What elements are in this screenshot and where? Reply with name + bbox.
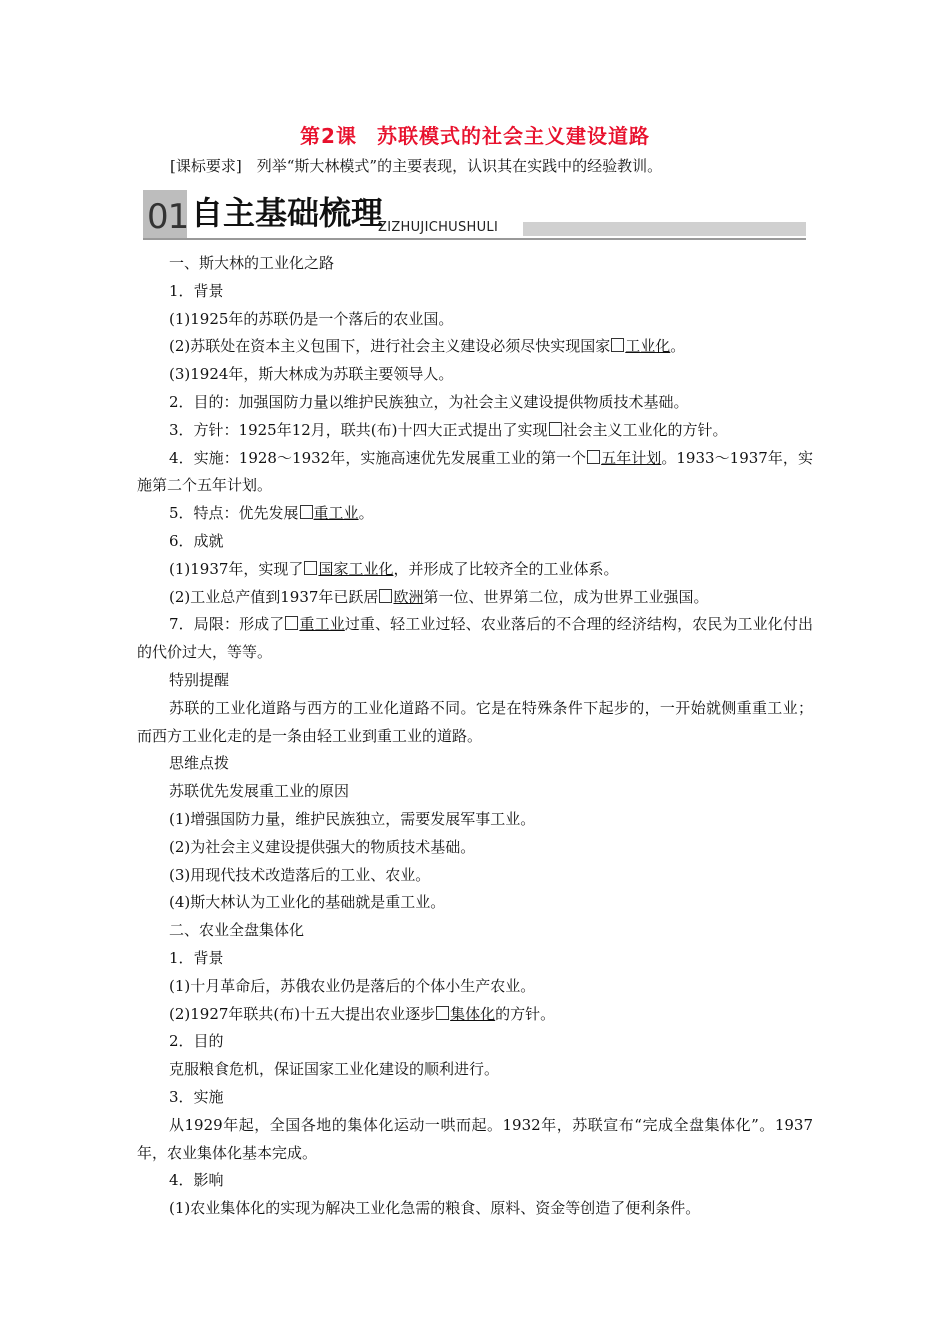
text-fragment: 。1933～1937年，实施第二个五年计划。 (137, 448, 813, 495)
banner-number: 01 (147, 197, 189, 237)
text-fragment: 。 (670, 337, 686, 356)
s1-limitation (137, 611, 813, 667)
text-fragment: 3．方针：1925年12月，联共(布)十四大正式提出了实现 (169, 420, 548, 439)
fill-blank (610, 337, 670, 355)
s1-feature (137, 500, 813, 528)
s2-background-title: 1．背景 (169, 948, 224, 967)
s1-policy (137, 417, 813, 445)
text-fragment: 7．局限：形成了 (169, 615, 285, 634)
reminder-text: 苏联的工业化道路与西方的工业化道路不同。它是在特殊条件下起步的，一开始就侧重重工业；而西方工业化走的是一条由轻工业到重工业的道路。 (137, 698, 813, 745)
text-fragment: 的方针。 (495, 1004, 556, 1023)
s1-achievement-2 (137, 584, 813, 612)
s1-background-2 (137, 333, 813, 361)
text-fragment: (1)1937年，实现了 (169, 559, 304, 578)
text-fragment: ，并形成了比较齐全的工业体系。 (393, 559, 619, 578)
s2-purpose-text: 克服粮食危机，保证国家工业化建设的顺利进行。 (169, 1060, 500, 1079)
text-fragment: (2)1927年联共(布)十五大提出农业逐步 (169, 1004, 436, 1023)
fill-blank (586, 449, 661, 467)
lesson-number: 第2课 (300, 124, 357, 148)
text-fragment: 5．特点：优先发展 (169, 504, 299, 523)
requirement-text: 列举“斯大林模式”的主要表现，认识其在实践中的经验教训。 (256, 157, 663, 175)
fill-blank (435, 1005, 495, 1023)
blank-box-icon (549, 422, 562, 436)
banner-underline (143, 238, 806, 240)
requirement-label: [课标要求] (170, 157, 242, 175)
fill-blank (284, 615, 344, 633)
blank-answer: 工业化 (625, 337, 671, 356)
think-item-2: (2)为社会主义建设提供强大的物质技术基础。 (169, 837, 476, 856)
s2-impact-1: (1)农业集体化的实现为解决工业化急需的粮食、原料、资金等创造了便利条件。 (169, 1199, 701, 1218)
blank-box-icon (300, 505, 313, 519)
s2-implementation-title: 3．实施 (169, 1087, 224, 1106)
s2-impact-title: 4．影响 (169, 1171, 224, 1190)
think-subtitle: 苏联优先发展重工业的原因 (169, 782, 350, 801)
banner-pinyin: ZIZHUJICHUSHULI (378, 220, 499, 235)
text-fragment: 4．实施：1928～1932年，实施高速优先发展重工业的第一个 (169, 448, 587, 467)
text-fragment: 社会主义工业化的方针。 (562, 420, 728, 439)
blank-box-icon (285, 616, 298, 630)
banner-title: 自主基础梳理 (191, 194, 384, 232)
s1-achievement-1 (137, 556, 813, 584)
blank-box-icon (379, 589, 392, 603)
text-fragment: 过重、轻工业过轻、农业落后的不合理的经济结构，农民为工业化付出的代价过大，等等。 (137, 615, 813, 662)
section2-heading: 二、农业全盘集体化 (169, 921, 305, 940)
curriculum-requirement (170, 155, 662, 176)
s1-background-1: (1)1925年的苏联仍是一个落后的农业国。 (169, 309, 454, 328)
blank-answer: 重工业 (313, 504, 359, 523)
blank-answer: 国家工业化 (318, 559, 394, 578)
s2-background-1: (1)十月革命后，苏俄农业仍是落后的个体小生产农业。 (169, 976, 536, 995)
section1-heading: 一、斯大林的工业化之路 (169, 254, 335, 272)
blank-box-icon (587, 450, 600, 464)
think-title: 思维点拨 (169, 754, 230, 773)
reminder-title: 特别提醒 (169, 670, 230, 689)
blank-box-icon (304, 561, 317, 575)
s1-purpose: 2．目的：加强国防力量以维护民族独立，为社会主义建设提供物质技术基础。 (169, 392, 689, 411)
banner-gray-bar (523, 222, 806, 236)
text-fragment: (2)工业总产值到1937年已跃居 (169, 587, 379, 606)
fill-blank (303, 560, 393, 578)
s2-implementation-text: 从1929年起，全国各地的集体化运动一哄而起。1932年，苏联宣布“完成全盘集体化”。1937年，农业集体化基本完成。 (137, 1115, 813, 1162)
blank-answer: 集体化 (450, 1004, 496, 1023)
blank-answer: 五年计划 (601, 448, 662, 467)
lesson-name: 苏联模式的社会主义建设道路 (376, 124, 650, 148)
text-fragment: (2)苏联处在资本主义包围下，进行社会主义建设必须尽快实现国家 (169, 337, 611, 356)
blank-answer: 欧洲 (393, 587, 424, 606)
blank-answer: 重工业 (299, 615, 345, 634)
s1-background-3: (3)1924年，斯大林成为苏联主要领导人。 (169, 365, 454, 384)
s1-background-title: 1．背景 (169, 281, 224, 300)
think-item-3: (3)用现代技术改造落后的工业、农业。 (169, 865, 431, 884)
text-fragment: 第一位、世界第二位，成为世界工业强国。 (423, 587, 709, 606)
blank-box-icon (611, 338, 624, 352)
think-item-1: (1)增强国防力量，维护民族独立，需要发展军事工业。 (169, 809, 536, 828)
s2-purpose-title: 2．目的 (169, 1032, 224, 1051)
fill-blank (299, 504, 359, 522)
think-item-4: (4)斯大林认为工业化的基础就是重工业。 (169, 893, 446, 912)
s2-background-2 (137, 1001, 813, 1029)
section-banner (143, 190, 806, 240)
s1-implementation (137, 445, 813, 501)
lesson-title (0, 120, 950, 149)
blank-box-icon (436, 1006, 449, 1020)
main-content (137, 250, 813, 1223)
s1-achievement-title: 6．成就 (169, 531, 224, 550)
fill-blank (378, 588, 423, 606)
text-fragment: 。 (358, 504, 374, 523)
